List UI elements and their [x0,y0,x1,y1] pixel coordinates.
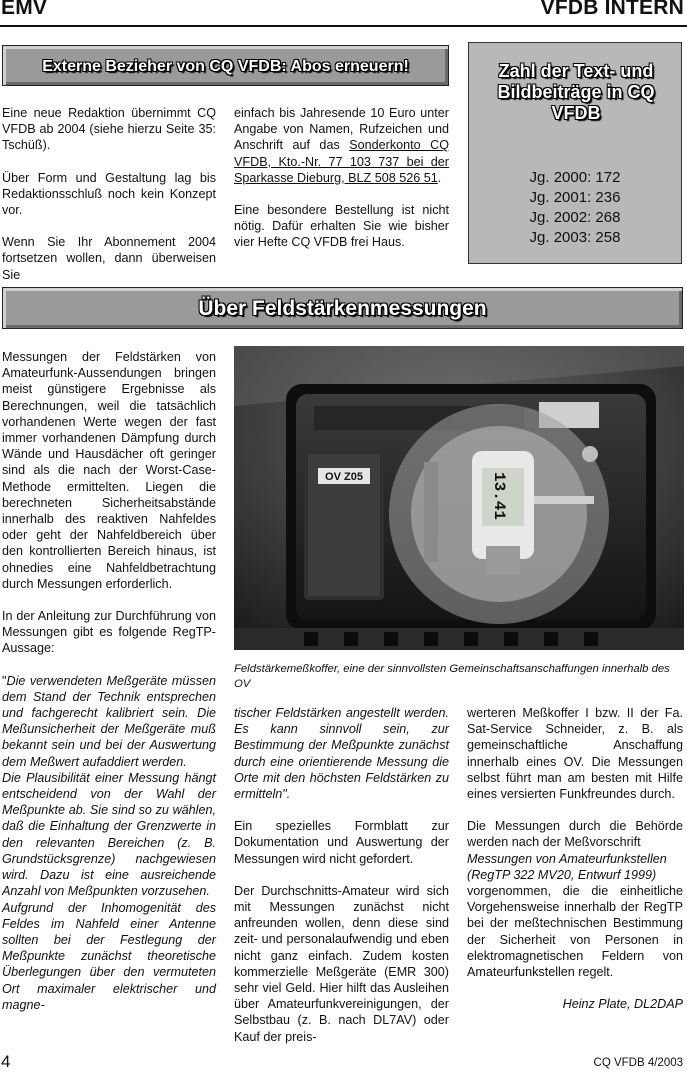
year-list [469,168,681,248]
page-number: 4 [1,1052,11,1071]
quote-paragraph: Die verwendeten Meßgeräte müssen dem Stand der Technik entsprechen und fachgerecht kalibriert sein. Die Meßunsicherheit der Meßgeräte muß bekannt sein und bei der Auswertung dem Meßwert aufaddiert werden. [2,673,216,769]
article-paragraph: vorgenommen, die die einheitliche Vorgehensweise innerhalb der RegTP bei der meßtechnischen Bestimmung der Sicherheit von Personen in elektromagnetischen Feldern von Amateurfunkstellen regelt. [467,884,683,980]
article-title: Über Feldstärkenmessungen [198,297,487,320]
quote-paragraph: Die Plausibilität einer Messung hängt entscheidend von der Wahl der Meßpunkte ab. Sie sind so zu wählen, daß die Einhaltung der Grenzwerte in den relevanten Bereichen (z. B. Grundstücksgrenze) nachgewiesen wird. Dazu ist eine ausreichende Anzahl von Meßpunkten vorzusehen. [2,770,216,899]
meter-display: 13.41 [490,471,508,521]
abo-column-1 [2,105,216,283]
photo-illustration [234,346,684,650]
magazine-section: VFDB INTERN [540,0,684,19]
article-column-1 [2,349,216,1013]
year-row: Jg. 2002: 268 [529,209,621,226]
meter-label: OV Z05 [325,471,363,483]
article-banner [2,287,683,329]
article-paragraph: Die Messungen durch die Behörde werden nach der Meßvorschrift [467,819,683,850]
abo-banner-title: Externe Bezieher von CQ VFDB: Abos erneuern! [42,58,409,75]
article-paragraph: Messungen der Feldstärken von Amateurfunk-Aussendungen bringen meist günstigere Ergebnisse als Berechnungen, weil die tatsächlich vorhandenen Werte wegen der fast immer vorhandenen Dämpfung durch Wände und Hausdächer oft geringer sind als die nach der Worst-Case-Methode ermittelten. Liegen die berechneten Sicherheitsabstände innerhalb des reaktiven Nahfeldes oder geht der Nahfeldbereich über den kontrollierten Bereich hinaus, ist ohnedies eine Nahfeldbetrachtung durch Messungen erforderlich. [2,350,216,591]
author: Heinz Plate, DL2DAP [562,997,683,1012]
article-paragraph: Der Durchschnitts-Amateur wird sich mit Messungen zunächst nicht anfreunden wollen, denn diese sind zeit- und personalaufwendig und eben nicht ganz einfach. Zudem kosten kommerzielle Meßgeräte (EMR 300) sehr viel Geld. Hier hilft das Ausleihen über Amateurfunkvereinigungen, der Selbstbau (z. B. nach DL7AV) oder Kauf der preis- [234,883,449,1044]
bank-account: Sonderkonto CQ VFDB, Kto.-Nr. 77 103 737 bei der Sparkasse Dieburg, BLZ 508 526 51 [234,138,449,185]
quote-paragraph: tischer Feldstärken angestellt werden. Es kann sinnvoll sein, zur Bestimmung der Meßpunkte zunächst durch eine orientierende Messung die Orte mit den höchsten Feldstärken zu ermitteln". [234,706,449,802]
header-rule [0,25,687,27]
article-paragraph: werteren Meßkoffer I bzw. II der Fa. Sat-Service Schneider, z. B. als gemeinschaftliche Anschaffung innerhalb eines OV. Die Messungen selbst führt man am besten mit Hilfe eines versierten Funkfreundes durch. [467,706,683,802]
issue-label: CQ VFDB 4/2003 [593,1057,683,1069]
box-title: Zahl der Text- und Bildbeiträge in CQ VFDB [497,61,655,123]
year-row: Jg. 2003: 258 [529,229,621,246]
abo-paragraph: Eine neue Redaktion übernimmt CQ VFDB ab 2004 (siehe hierzu Seite 35: Tschüß). [2,106,216,153]
abo-paragraph: Eine besondere Bestellung ist nicht nötig. Dafür erhalten Sie wie bisher vier Hefte CQ VFDB frei Haus. [234,203,449,250]
article-paragraph: In der Anleitung zur Durchführung von Messungen gibt es folgende RegTP-Aussage: [2,609,216,656]
article-column-3 [467,705,683,1012]
quote-paragraph: Aufgrund der Inhomogenität des Feldes im Nahfeld einer Antenne sollten bei der Festlegung der Meßpunkte zunächst theoretische Überlegungen über den vermuteten Ort maximaler elektrischer und magne- [2,900,216,1012]
measurement-case-photo [234,346,684,650]
contribution-count-box [468,42,682,264]
regulation-title: Messungen von Amateurfunkstellen (RegTP 322 MV20, Entwurf 1999) [467,851,667,882]
abo-column-2 [234,105,449,251]
abo-paragraph: Wenn Sie Ihr Abonnement 2004 fortsetzen wollen, dann überweisen Sie [2,235,216,282]
abo-banner [2,45,449,86]
period: . [437,170,442,185]
year-row: Jg. 2001: 236 [529,189,621,206]
photo-caption: Feldstärkemeßkoffer, eine der sinnvollsten Gemeinschaftsanschaffungen innerhalb des OV [234,663,670,690]
article-column-2 [234,705,449,1045]
year-row: Jg. 2000: 172 [529,169,621,186]
abo-paragraph: Über Form und Gestaltung lag bis Redaktionsschluß noch kein Konzept vor. [2,170,216,218]
section-label: EMV [1,0,48,19]
abo-paragraph: einfach bis Jahresende 10 Euro unter Angabe von Namen, Rufzeichen und Anschrift auf das [234,106,449,153]
article-paragraph: Ein spezielles Formblatt zur Dokumentation und Auswertung der Messungen wird nicht gefordert. [234,819,449,866]
quote-mark: " [2,673,7,688]
